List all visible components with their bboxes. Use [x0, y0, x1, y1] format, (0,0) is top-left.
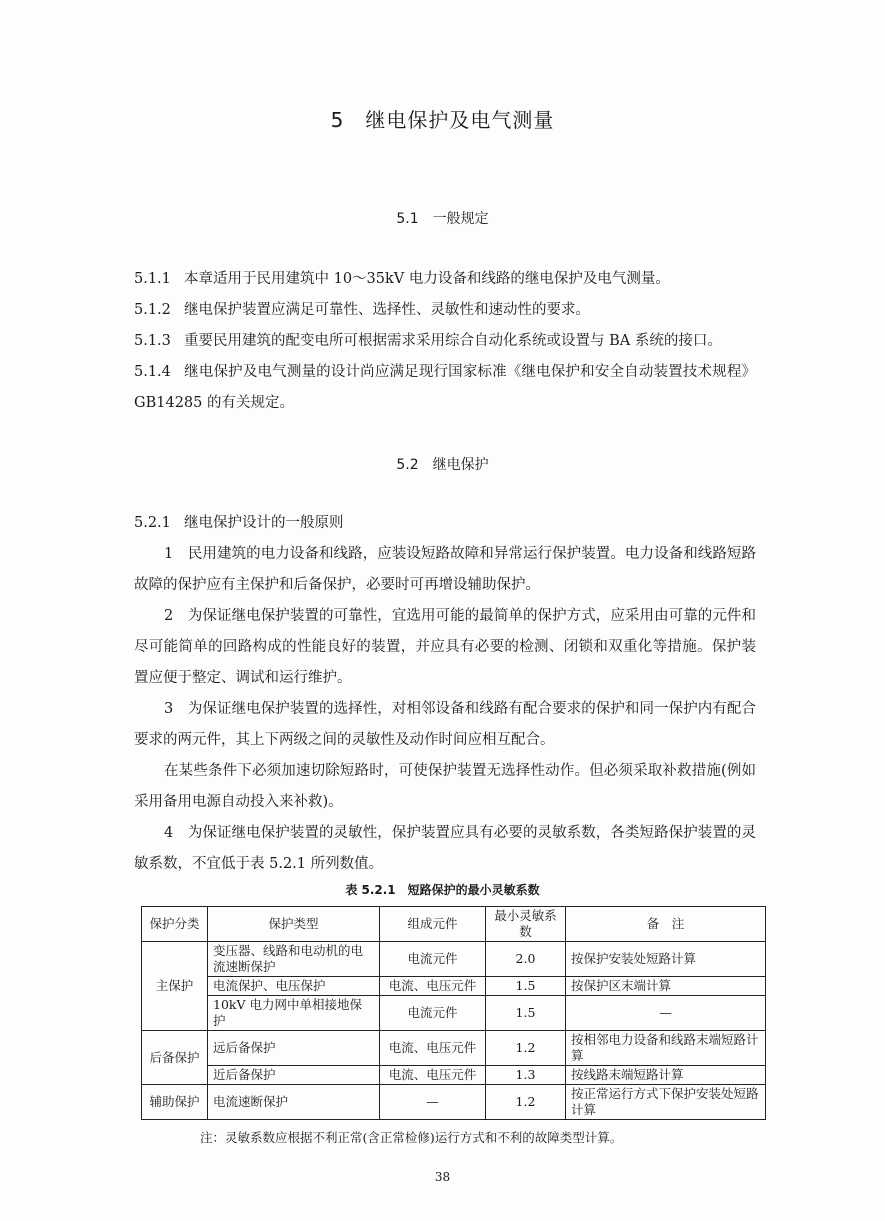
coefficient-cell: 2.0 — [486, 942, 566, 977]
clause-text: 继电保护装置应满足可靠性、选择性、灵敏性和速动性的要求。 — [184, 302, 590, 318]
remark-cell: — — [566, 996, 766, 1031]
category-cell: 后备保护 — [142, 1031, 208, 1085]
column-header: 备 注 — [566, 907, 766, 942]
principle-paragraph: 2 为保证继电保护装置的可靠性，宜选用可能的最简单的保护方式，应采用由可靠的元件和尽可能简单的回路构成的性能良好的装置，并应具有必要的检测、闭锁和双重化等措施。保护装置应便于整定、调试和运行维护。 — [134, 608, 756, 686]
column-header: 保护分类 — [142, 907, 208, 942]
category-cell: 主保护 — [142, 942, 208, 1031]
column-header: 最小灵敏系数 — [486, 907, 566, 942]
component-cell: 电流元件 — [380, 996, 486, 1031]
clause-5-1-3 — [134, 326, 756, 357]
coefficient-cell: 1.5 — [486, 977, 566, 996]
remark-cell: 按相邻电力设备和线路末端短路计算 — [566, 1031, 766, 1066]
sensitivity-table — [141, 906, 766, 1120]
type-cell: 变压器、线路和电动机的电流速断保护 — [208, 942, 380, 977]
category-cell: 辅助保护 — [142, 1085, 208, 1120]
table-row — [142, 1031, 766, 1066]
type-cell: 电流速断保护 — [208, 1085, 380, 1120]
remark-cell: 按保护区末端计算 — [566, 977, 766, 996]
table-note: 注：灵敏系数应根据不利正常(含正常检修)运行方式和不利的故障类型计算。 — [200, 1130, 623, 1145]
clause-text: 本章适用于民用建筑中 10～35kV 电力设备和线路的继电保护及电气测量。 — [184, 271, 670, 287]
section-title-5-1: 5.1 一般规定 — [396, 211, 489, 227]
clause-text: 继电保护设计的一般原则 — [184, 515, 344, 531]
section-title-5-2: 5.2 继电保护 — [396, 457, 489, 473]
component-cell: — — [380, 1085, 486, 1120]
component-cell: 电流、电压元件 — [380, 1066, 486, 1085]
remark-cell: 按正常运行方式下保护安装处短路计算 — [566, 1085, 766, 1120]
clause-number: 5.1.4 — [134, 364, 171, 380]
type-cell: 10kV 电力网中单相接地保护 — [208, 996, 380, 1031]
type-cell: 近后备保护 — [208, 1066, 380, 1085]
table-title: 表 5.2.1 短路保护的最小灵敏系数 — [345, 883, 540, 897]
section-5-1-body — [134, 264, 756, 419]
table-row — [142, 1085, 766, 1120]
remark-cell: 按线路末端短路计算 — [566, 1066, 766, 1085]
principle-paragraph: 4 为保证继电保护装置的灵敏性，保护装置应具有必要的灵敏系数，各类短路保护装置的灵敏系数，不宜低于表 5.2.1 所列数值。 — [134, 825, 756, 872]
coefficient-cell: 1.2 — [486, 1031, 566, 1066]
coefficient-cell: 1.2 — [486, 1085, 566, 1120]
remark-cell: 按保护安装处短路计算 — [566, 942, 766, 977]
table-row — [142, 977, 766, 996]
clause-number: 5.1.3 — [134, 333, 171, 349]
clause-5-2-1-heading — [134, 508, 756, 539]
column-header: 组成元件 — [380, 907, 486, 942]
type-cell: 电流保护、电压保护 — [208, 977, 380, 996]
clause-5-1-4 — [134, 357, 756, 419]
column-header: 保护类型 — [208, 907, 380, 942]
clause-5-1-1 — [134, 264, 756, 295]
principle-paragraph: 3 为保证继电保护装置的选择性，对相邻设备和线路有配合要求的保护和同一保护内有配合要求的两元件，其上下两级之间的灵敏性及动作时间应相互配合。 — [134, 701, 756, 748]
table-header-row — [142, 907, 766, 942]
clause-number: 5.2.1 — [134, 515, 171, 531]
coefficient-cell: 1.3 — [486, 1066, 566, 1085]
type-cell: 远后备保护 — [208, 1031, 380, 1066]
clause-text: 重要民用建筑的配变电所可根据需求采用综合自动化系统或设置与 BA 系统的接口。 — [184, 333, 722, 349]
clause-number: 5.1.1 — [134, 271, 171, 287]
component-cell: 电流、电压元件 — [380, 1031, 486, 1066]
clause-text: 继电保护及电气测量的设计尚应满足现行国家标准《继电保护和安全自动装置技术规程》GB14285 的有关规定。 — [134, 364, 756, 411]
coefficient-cell: 1.5 — [486, 996, 566, 1031]
component-cell: 电流元件 — [380, 942, 486, 977]
chapter-title: 5 继电保护及电气测量 — [330, 108, 555, 132]
clause-5-1-2 — [134, 295, 756, 326]
page-number: 38 — [434, 1170, 451, 1184]
table-row — [142, 996, 766, 1031]
principle-paragraph: 在某些条件下必须加速切除短路时，可使保护装置无选择性动作。但必须采取补救措施(例如采用备用电源自动投入来补救)。 — [134, 763, 756, 810]
section-5-2-body — [134, 508, 756, 880]
clause-number: 5.1.2 — [134, 302, 171, 318]
principle-paragraph: 1 民用建筑的电力设备和线路，应装设短路故障和异常运行保护装置。电力设备和线路短路故障的保护应有主保护和后备保护，必要时可再增设辅助保护。 — [134, 546, 756, 593]
table-row — [142, 942, 766, 977]
component-cell: 电流、电压元件 — [380, 977, 486, 996]
table-row — [142, 1066, 766, 1085]
